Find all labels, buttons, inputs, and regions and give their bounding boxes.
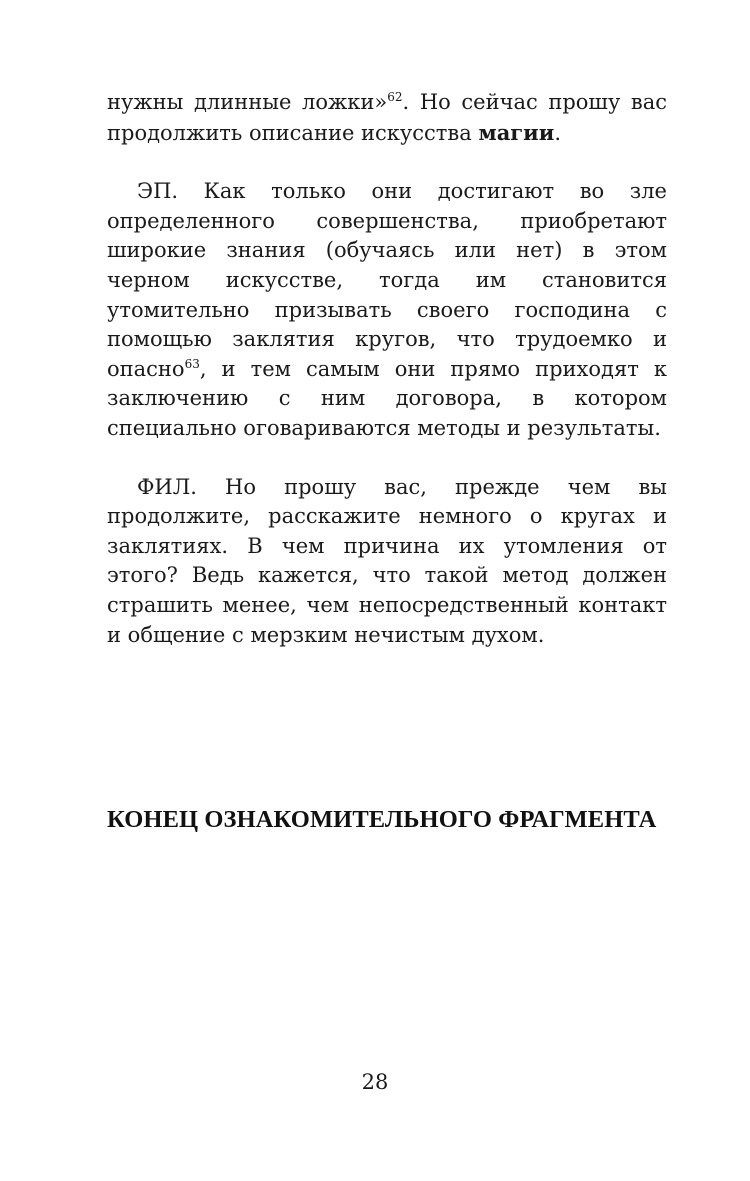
paragraph-text: . [554,120,562,145]
paragraph-text: , и тем самым они прямо приходят к заключению с ним договора, в котором специально оговариваются методы и результаты. [107,356,667,440]
paragraph-fil [107,473,667,651]
paragraph-text: ФИЛ. Но прошу вас, прежде чем вы продолжите, расскажите немного о кругах и заклятиях. В чем причина их утомления от этого? Ведь кажется, что такой метод должен страшить менее, чем непосредственный контакт и общение с мерзким нечистым духом. [107,474,667,647]
paragraph-gap [107,444,667,473]
paragraph-ep [107,177,667,443]
body-text [107,88,667,650]
paragraph-continuation [107,88,667,148]
footnote-ref-63[interactable]: 63 [184,356,200,371]
paragraph-text: . Но сейчас прошу вас продолжить описание искусства [107,90,668,145]
page-number: 28 [361,1070,389,1094]
footnote-ref-62[interactable]: 62 [387,90,403,104]
paragraph-text: ЭП. Как только они достигают во зле определенного совершенства, приобретают широкие знания (обучаясь или нет) в этом черном искусстве, тогда им становится утомительно призывать своего господина с помощью заклятия кругов, что трудоемко и опасно [107,179,667,381]
emphasized-term: магии [478,119,555,145]
paragraph-gap [107,148,667,177]
end-of-fragment-heading: КОНЕЦ ОЗНАКОМИТЕЛЬНОГО ФРАГМЕНТА [107,806,657,833]
paragraph-text: нужны длинные ложки» [107,90,388,114]
